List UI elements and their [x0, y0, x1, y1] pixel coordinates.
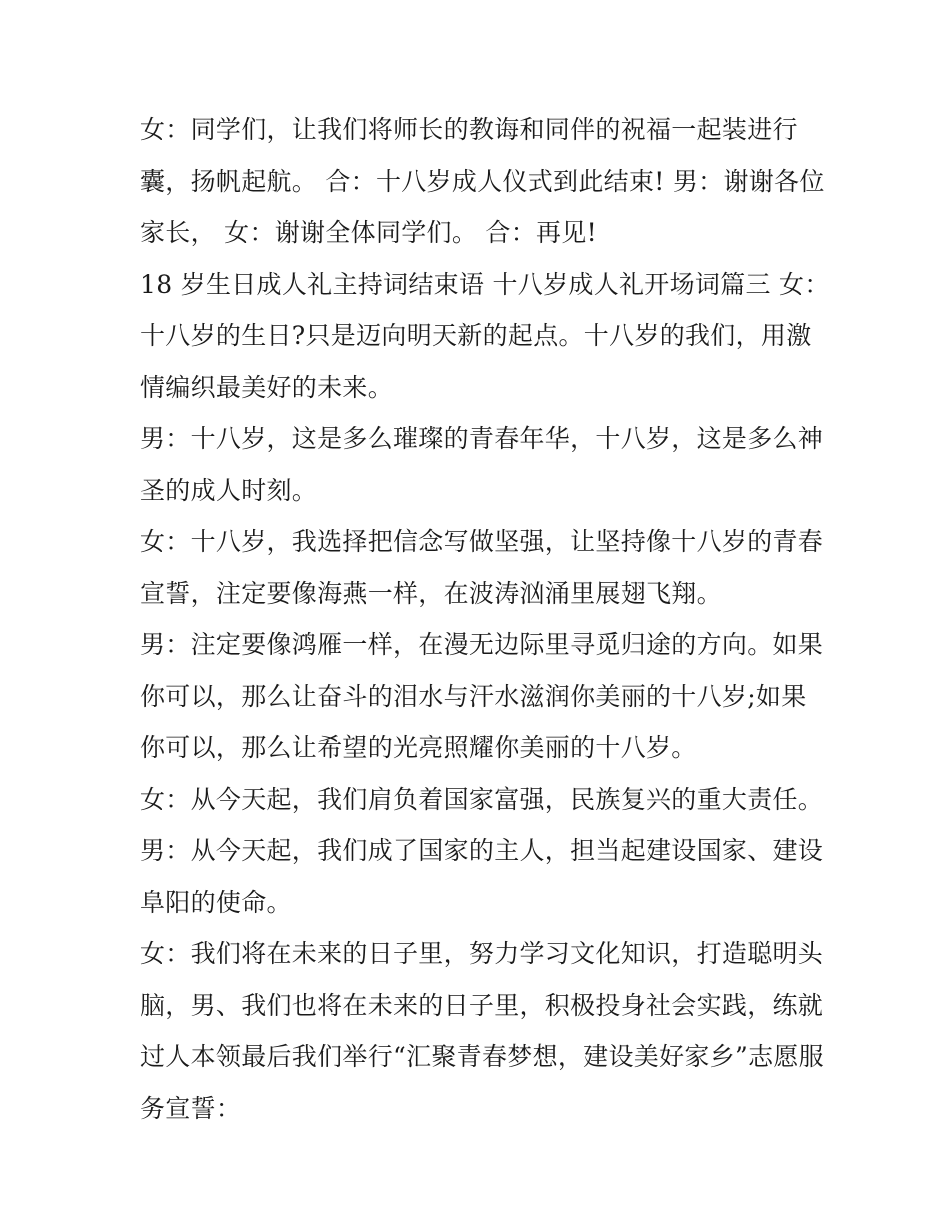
text-line: 女：同学们，让我们将师长的教诲和同伴的祝福一起装进行: [140, 115, 798, 144]
document-body: [140, 104, 830, 1134]
text-line: 十八岁的生日?只是迈向明天新的起点。十八岁的我们，用激: [140, 321, 812, 350]
text-line: 阜阳的使命。: [140, 887, 292, 917]
text-line: 过人本领最后我们举行“汇聚青春梦想，建设美好家乡”志愿服: [140, 1042, 824, 1071]
text-line: 男：十八岁，这是多么璀璨的青春年华，十八岁，这是多么神: [140, 424, 824, 453]
text-line: 男：从今天起，我们成了国家的主人，担当起建设国家、建设: [140, 836, 824, 865]
text-line: 女：我们将在未来的日子里，努力学习文化知识，打造聪明头: [140, 939, 824, 968]
text-line: 你可以，那么让希望的光亮照耀你美丽的十八岁。: [140, 733, 697, 762]
text-line: 女：从今天起，我们肩负着国家富强，民族复兴的重大责任。: [140, 784, 824, 814]
text-line: 男：注定要像鸿雁一样，在漫无边际里寻觅归途的方向。如果: [140, 630, 824, 659]
text-line: 务宣誓：: [140, 1093, 242, 1123]
text-line: 家长， 女：谢谢全体同学们。 合：再见!: [140, 218, 597, 247]
text-line: 女：十八岁，我选择把信念写做坚强，让坚持像十八岁的青春: [140, 527, 824, 556]
text-line: 18 岁生日成人礼主持词结束语 十八岁成人礼开场词篇三 女：: [140, 269, 830, 299]
text-line: 圣的成人时刻。: [140, 475, 318, 505]
text-line: 情编织最美好的未来。: [140, 372, 394, 402]
text-line: 囊，扬帆起航。 合：十八岁成人仪式到此结束! 男：谢谢各位: [140, 166, 825, 196]
text-line: 你可以，那么让奋斗的泪水与汗水滋润你美丽的十八岁;如果: [140, 681, 807, 711]
text-line: 脑，男、我们也将在未来的日子里，积极投身社会实践，练就: [140, 990, 824, 1020]
text-line: 宣誓，注定要像海燕一样，在波涛汹涌里展翅飞翔。: [140, 578, 722, 608]
